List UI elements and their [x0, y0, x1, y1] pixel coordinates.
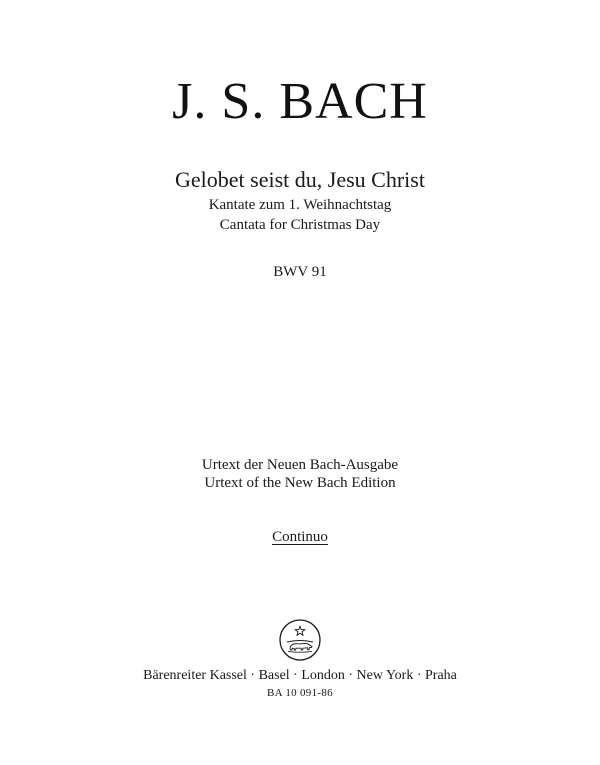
bwv-number: BWV 91 [273, 264, 327, 280]
subtitle-english: Cantata for Christmas Day [219, 217, 381, 233]
urtext-label-english: Urtext of the New Bach Edition [204, 475, 396, 491]
part-label-container [0, 527, 600, 547]
urtext-label-german: Urtext der Neuen Bach-Ausgabe [201, 457, 399, 473]
subtitle-german: Kantate zum 1. Weihnachtstag [208, 197, 392, 213]
publisher-line: Bärenreiter Kassel · Basel · London · New York · Praha [143, 668, 457, 683]
composer-name: J. S. BACH [172, 73, 428, 130]
work-title: Gelobet seist du, Jesu Christ [175, 167, 425, 192]
edition-number: BA 10 091-86 [267, 687, 333, 699]
part-name: Continuo [272, 529, 328, 545]
baerenreiter-bear-logo-icon [278, 618, 322, 662]
